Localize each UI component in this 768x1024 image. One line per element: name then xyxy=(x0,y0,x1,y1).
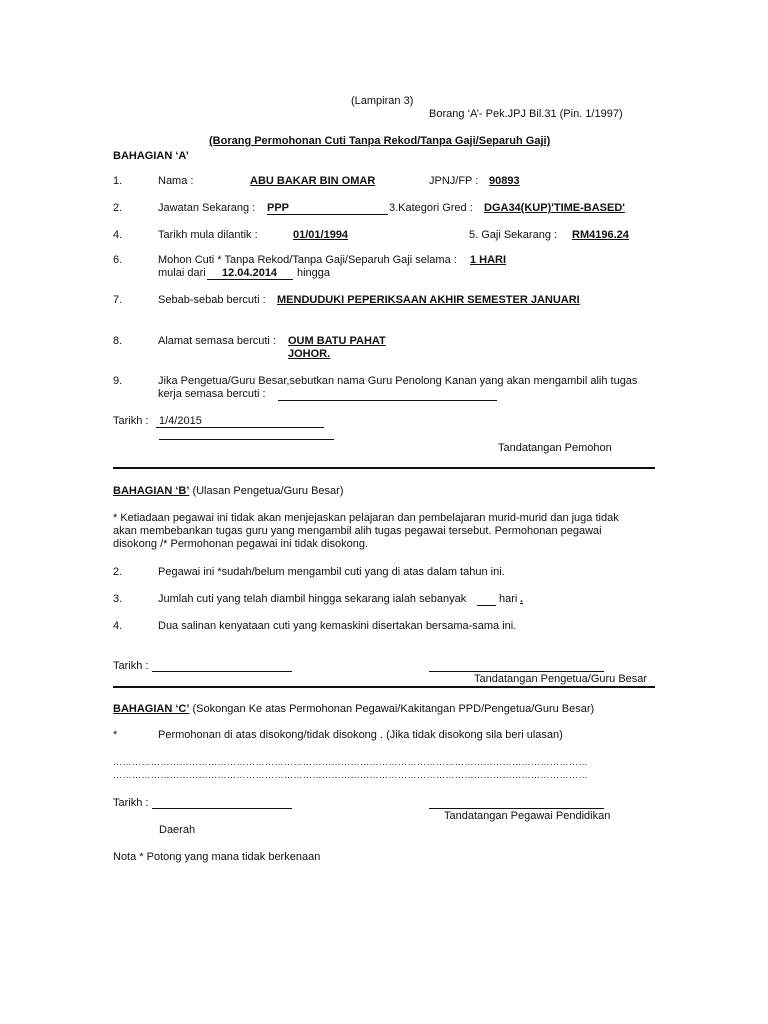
ulasan-dots-line-2: …………………………………………………………………………………………………………………………………… xyxy=(113,770,588,780)
nama-label: Nama : xyxy=(158,175,194,187)
section-c-tarikh-field xyxy=(152,808,292,809)
section-b-heading: BAHAGIAN ‘B’ xyxy=(113,485,190,497)
mohon-cuti-label: Mohon Cuti * Tanpa Rekod/Tanpa Gaji/Separuh Gaji selama : xyxy=(158,254,457,266)
pengetua-signature-label: Tandatangan Pengetua/Guru Besar xyxy=(474,673,648,685)
pegawai-signature-line xyxy=(429,808,604,809)
pegawai-signature-label: Tandatangan Pegawai Pendidikan xyxy=(444,810,611,822)
section-b-item-3-text: Jumlah cuti yang telah diambil hingga sekarang ialah sebanyak xyxy=(158,593,467,605)
lampiran-label: (Lampiran 3) xyxy=(351,95,414,107)
item-9-number: 9. xyxy=(113,375,123,387)
mulai-value: 12.04.2014 xyxy=(222,267,278,279)
item-1-number: 1. xyxy=(113,175,123,187)
sebab-value: MENDUDUKI PEPERIKSAAN AKHIR SEMESTER JANUARI xyxy=(277,294,580,306)
tarikh-lantik-value: 01/01/1994 xyxy=(293,229,349,241)
ulasan-dots-line-1: …………………………………………………………………………………………………………………………………… xyxy=(113,757,588,767)
section-b-heading-row xyxy=(113,485,343,498)
jpnj-label: JPNJ/FP : xyxy=(429,175,479,187)
nama-value: ABU BAKAR BIN OMAR xyxy=(250,175,376,187)
section-b-para-line-1: * Ketiadaan pegawai ini tidak akan menjejaskan pelajaran dan pembelajaran murid-murid dan juga tidak xyxy=(113,512,619,524)
section-b-item-4-text: Dua salinan kenyataan cuti yang kemaskini disertakan bersama-sama ini. xyxy=(158,620,517,632)
alamat-label: Alamat semasa bercuti : xyxy=(158,335,276,347)
borang-reference: Borang ‘A’- Pek.JPJ Bil.31 (Pin. 1/1997) xyxy=(429,108,623,120)
section-b-item-2-text: Pegawai ini *sudah/belum mengambil cuti yang di atas dalam tahun ini. xyxy=(158,566,505,578)
pengetua-signature-line xyxy=(429,671,604,672)
jawatan-underline xyxy=(267,214,388,215)
gaji-label: 5. Gaji Sekarang : xyxy=(469,229,558,241)
form-title: (Borang Permohonan Cuti Tanpa Rekod/Tanpa Gaji/Separuh Gaji) xyxy=(209,135,551,147)
tarikh-lantik-label: Tarikh mula dilantik : xyxy=(158,229,258,241)
section-c-heading-note: (Sokongan Ke atas Permohonan Pegawai/Kakitangan PPD/Pengetua/Guru Besar) xyxy=(192,703,595,715)
alamat-line-2: JOHOR. xyxy=(288,348,331,360)
guru-penolong-field xyxy=(278,400,497,401)
section-b-heading-note: (Ulasan Pengetua/Guru Besar) xyxy=(192,485,344,497)
section-a-tarikh-value: 1/4/2015 xyxy=(159,415,202,427)
section-a-tarikh-underline xyxy=(156,427,324,428)
section-a-heading: BAHAGIAN ‘A’ xyxy=(113,150,189,162)
item-6-number: 6. xyxy=(113,254,123,266)
sebab-label: Sebab-sebab bercuti : xyxy=(158,294,266,306)
section-c-bullet: * xyxy=(113,729,118,741)
mulai-label: mulai dari xyxy=(158,267,206,279)
kategori-value: DGA34(KUP)'TIME-BASED' xyxy=(484,202,625,214)
jawatan-label: Jawatan Sekarang : xyxy=(158,202,256,214)
jawatan-value: PPP xyxy=(267,202,290,214)
nota-footer: Nota * Potong yang mana tidak berkenaan xyxy=(113,851,321,863)
item-7-number: 7. xyxy=(113,294,123,306)
alamat-line-1: OUM BATU PAHAT xyxy=(288,335,386,347)
section-a-tarikh-label: Tarikh : xyxy=(113,415,149,427)
section-c-heading-row xyxy=(113,703,594,716)
item-9-text-line-1: Jika Pengetua/Guru Besar,sebutkan nama Guru Penolong Kanan yang akan mengambil alih tugas xyxy=(158,375,638,387)
section-b-tarikh-label: Tarikh : xyxy=(113,660,149,672)
mohon-cuti-value: 1 HARI xyxy=(470,254,507,266)
section-c-tarikh-label: Tarikh : xyxy=(113,797,149,809)
section-divider-b xyxy=(113,686,655,688)
section-b-para-line-2: akan membebankan tugas guru yang mengambil alih tugas pegawai tersebut. Permohonan pegawai xyxy=(113,525,602,537)
item-2-number: 2. xyxy=(113,202,123,214)
section-c-item-text: Permohonan di atas disokong/tidak disokong . (Jika tidak disokong sila beri ulasan) xyxy=(158,729,563,741)
section-b-item-4-number: 4. xyxy=(113,620,123,632)
item-9-text-line-2: kerja semasa bercuti : xyxy=(158,388,266,400)
jpnj-value: 90893 xyxy=(489,175,520,187)
section-b-item-3-number: 3. xyxy=(113,593,123,605)
pemohon-signature-label: Tandatangan Pemohon xyxy=(498,442,612,454)
section-b-tarikh-field xyxy=(152,671,292,672)
pemohon-signature-line xyxy=(159,439,334,440)
section-b-para-line-3: disokong /* Permohonan pegawai ini tidak disokong. xyxy=(113,538,368,550)
hingga-label: hingga xyxy=(297,267,331,279)
item-4-number: 4. xyxy=(113,229,123,241)
daerah-label: Daerah xyxy=(159,824,196,836)
section-c-heading: BAHAGIAN ‘C’ xyxy=(113,703,190,715)
gaji-value: RM4196.24 xyxy=(572,229,629,241)
kategori-label: 3.Kategori Gred : xyxy=(389,202,473,214)
section-divider-a xyxy=(113,467,655,469)
section-b-item-3-suffix: hari xyxy=(499,593,518,605)
mulai-underline xyxy=(207,279,293,280)
section-b-item-2-number: 2. xyxy=(113,566,123,578)
item-8-number: 8. xyxy=(113,335,123,347)
jumlah-cuti-field xyxy=(477,605,496,606)
section-b-item-3-end: . xyxy=(520,593,524,605)
